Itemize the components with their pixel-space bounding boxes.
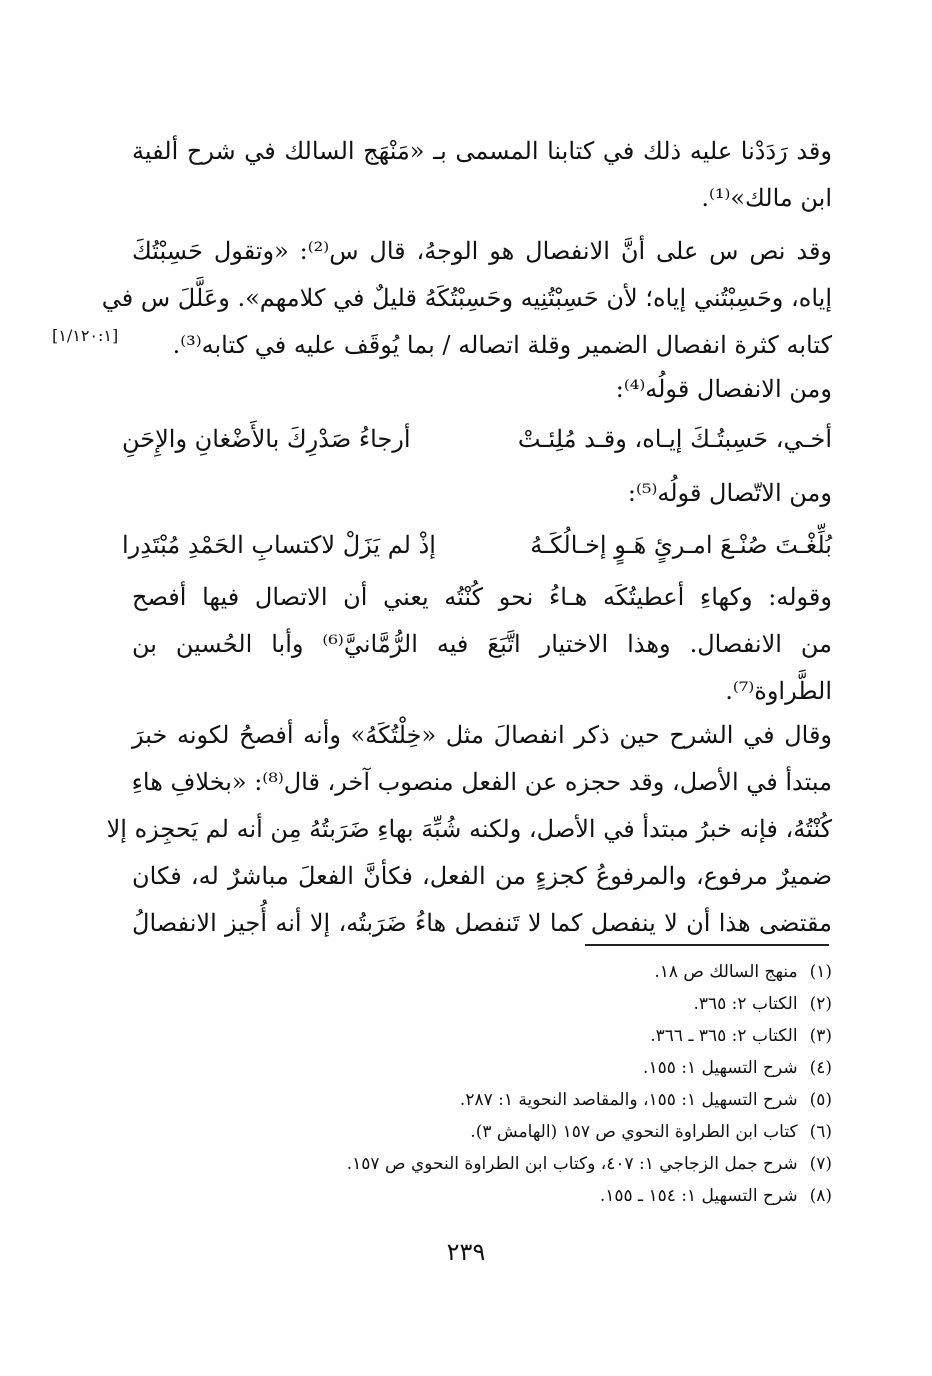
footnote-text: كتاب ابن الطراوة النحوي ص ١٥٧ (الهامش ٣). <box>470 1122 798 1142</box>
text-line: إياه، وحَسِبْتُني إياه؛ لأن حَسِبْتُنِيه وحَسِبْتُكَهُ قليلٌ في كلامهم». وعَلَّلَ س في <box>101 284 832 312</box>
footnote-text: الكتاب ٢: ٣٦٥ ـ ٣٦٦. <box>650 1026 798 1046</box>
text-line: ضميرٌ مرفوع، والمرفوعُ كجزءٍ من الفعل، فكأنَّ الفعلَ مباشرٌ له، فكان <box>132 862 832 890</box>
paragraph-3 <box>132 366 832 413</box>
footnote-item <box>232 1116 832 1148</box>
text-line: الطَّراوة⁽⁷⁾. <box>725 677 832 705</box>
verse-first-hemistich: أخـي، حَسِبتُـكَ إيـاه، وقـد مُلِئـتْ <box>517 425 832 453</box>
footnote-text: الكتاب ٢: ٣٦٥. <box>693 994 798 1014</box>
footnote-item <box>232 988 832 1020</box>
footnote-item <box>232 1084 832 1116</box>
footnote-number: (٦) <box>809 1122 832 1142</box>
text-line: مبتدأ في الأصل، وقد حجزه عن الفعل منصوب آخر، قال⁽⁸⁾: «بخلافِ هاءِ <box>131 768 832 796</box>
footnote-text: منهج السالك ص ١٨. <box>654 962 798 982</box>
poetry-verse-1 <box>122 416 832 463</box>
footnote-number: (٢) <box>809 994 832 1014</box>
text-line: كتابه كثرة انفصال الضمير وقلة اتصاله / بما يُوقَف عليه في كتابه⁽³⁾. <box>172 331 832 359</box>
footnote-item <box>232 1052 832 1084</box>
footnote-text: شرح التسهيل ١: ١٥٤ ـ ١٥٥. <box>599 1186 798 1206</box>
footnote-text: شرح جمل الزجاجي ١: ٤٠٧، وكتاب ابن الطراوة النحوي ص ١٥٧. <box>346 1154 798 1174</box>
footnote-divider <box>585 944 829 946</box>
paragraph-2 <box>101 228 833 369</box>
verse-second-hemistich: أرجاءُ صَدْرِكَ بالأَضْغانِ والإِحَنِ <box>122 425 411 453</box>
footnote-item <box>232 1180 832 1212</box>
page-number: ٢٣٩ <box>446 1238 486 1266</box>
footnote-number: (٨) <box>809 1186 832 1206</box>
footnote-number: (٣) <box>809 1026 832 1046</box>
text-line: كُنْتُهُ، فإنه خبرُ مبتدأ في الأصل، ولكنه شُبِّهَ بهاءِ ضَرَبتُهُ مِن أنه لم يَحجِزه إلا <box>106 815 832 843</box>
paragraph-1 <box>132 128 832 222</box>
paragraph-4 <box>132 470 832 517</box>
footnote-number: (٥) <box>809 1090 832 1110</box>
footnote-number: (٧) <box>809 1154 832 1174</box>
footnotes-list <box>232 956 832 1212</box>
footnote-item <box>232 1148 832 1180</box>
verse-second-hemistich: إذْ لم يَزَلْ لاكتسابِ الحَمْدِ مُبْتَدِرا <box>122 531 436 559</box>
footnote-text: شرح التسهيل ١: ١٥٥، والمقاصد النحوية ١: ٢٨٧. <box>459 1090 798 1110</box>
text-line: وقوله: وكهاءِ أعطيتُكَه هـاءُ نحو كُنْتُه يعني أن الاتصال فيها أفصح <box>132 583 832 611</box>
text-line: ومن الانفصال قولُه⁽⁴⁾: <box>615 375 832 403</box>
text-line: وقد رَدَدْنا عليه ذلك في كتابنا المسمى بـ «مَنْهَج السالك في شرح ألفية <box>132 137 832 165</box>
text-line: ابن مالك»⁽¹⁾. <box>701 184 832 212</box>
footnote-item <box>232 956 832 988</box>
text-line: وقد نص س على أنَّ الانفصال هو الوجهُ، قال س⁽²⁾: «وتقول حَسِبْتُكَ <box>132 237 833 265</box>
poetry-verse-2 <box>122 522 832 569</box>
text-line: من الانفصال. وهذا الاختيار اتَّبَعَ فيه الرُّمَّانيَّ⁽⁶⁾ وأبا الحُسين بن <box>132 630 833 658</box>
footnote-number: (١) <box>809 962 832 982</box>
text-line: وقال في الشرح حين ذكر انفصالَ مثل «خِلْتُكَهُ» وأنه أفصحُ لكونه خبرَ <box>132 721 833 749</box>
footnote-text: شرح التسهيل ١: ١٥٥. <box>643 1058 798 1078</box>
footnote-item <box>232 1020 832 1052</box>
footnote-number: (٤) <box>809 1058 832 1078</box>
verse-first-hemistich: بُلِّغْـتَ صُنْـعَ امـرئٍ هَـوٍ إخـالُكَـهُ <box>530 531 832 559</box>
paragraph-5 <box>132 574 832 715</box>
paragraph-6 <box>106 712 833 947</box>
margin-page-reference: [١/١٢٠:١] <box>52 326 119 345</box>
text-line: مقتضى هذا أن لا ينفصل كما لا تَنفصل هاءُ ضَرَبتُه، إلا أنه أُجيز الانفصالُ <box>132 909 832 937</box>
text-line: ومن الاتّصال قولُه⁽⁵⁾: <box>627 479 832 507</box>
